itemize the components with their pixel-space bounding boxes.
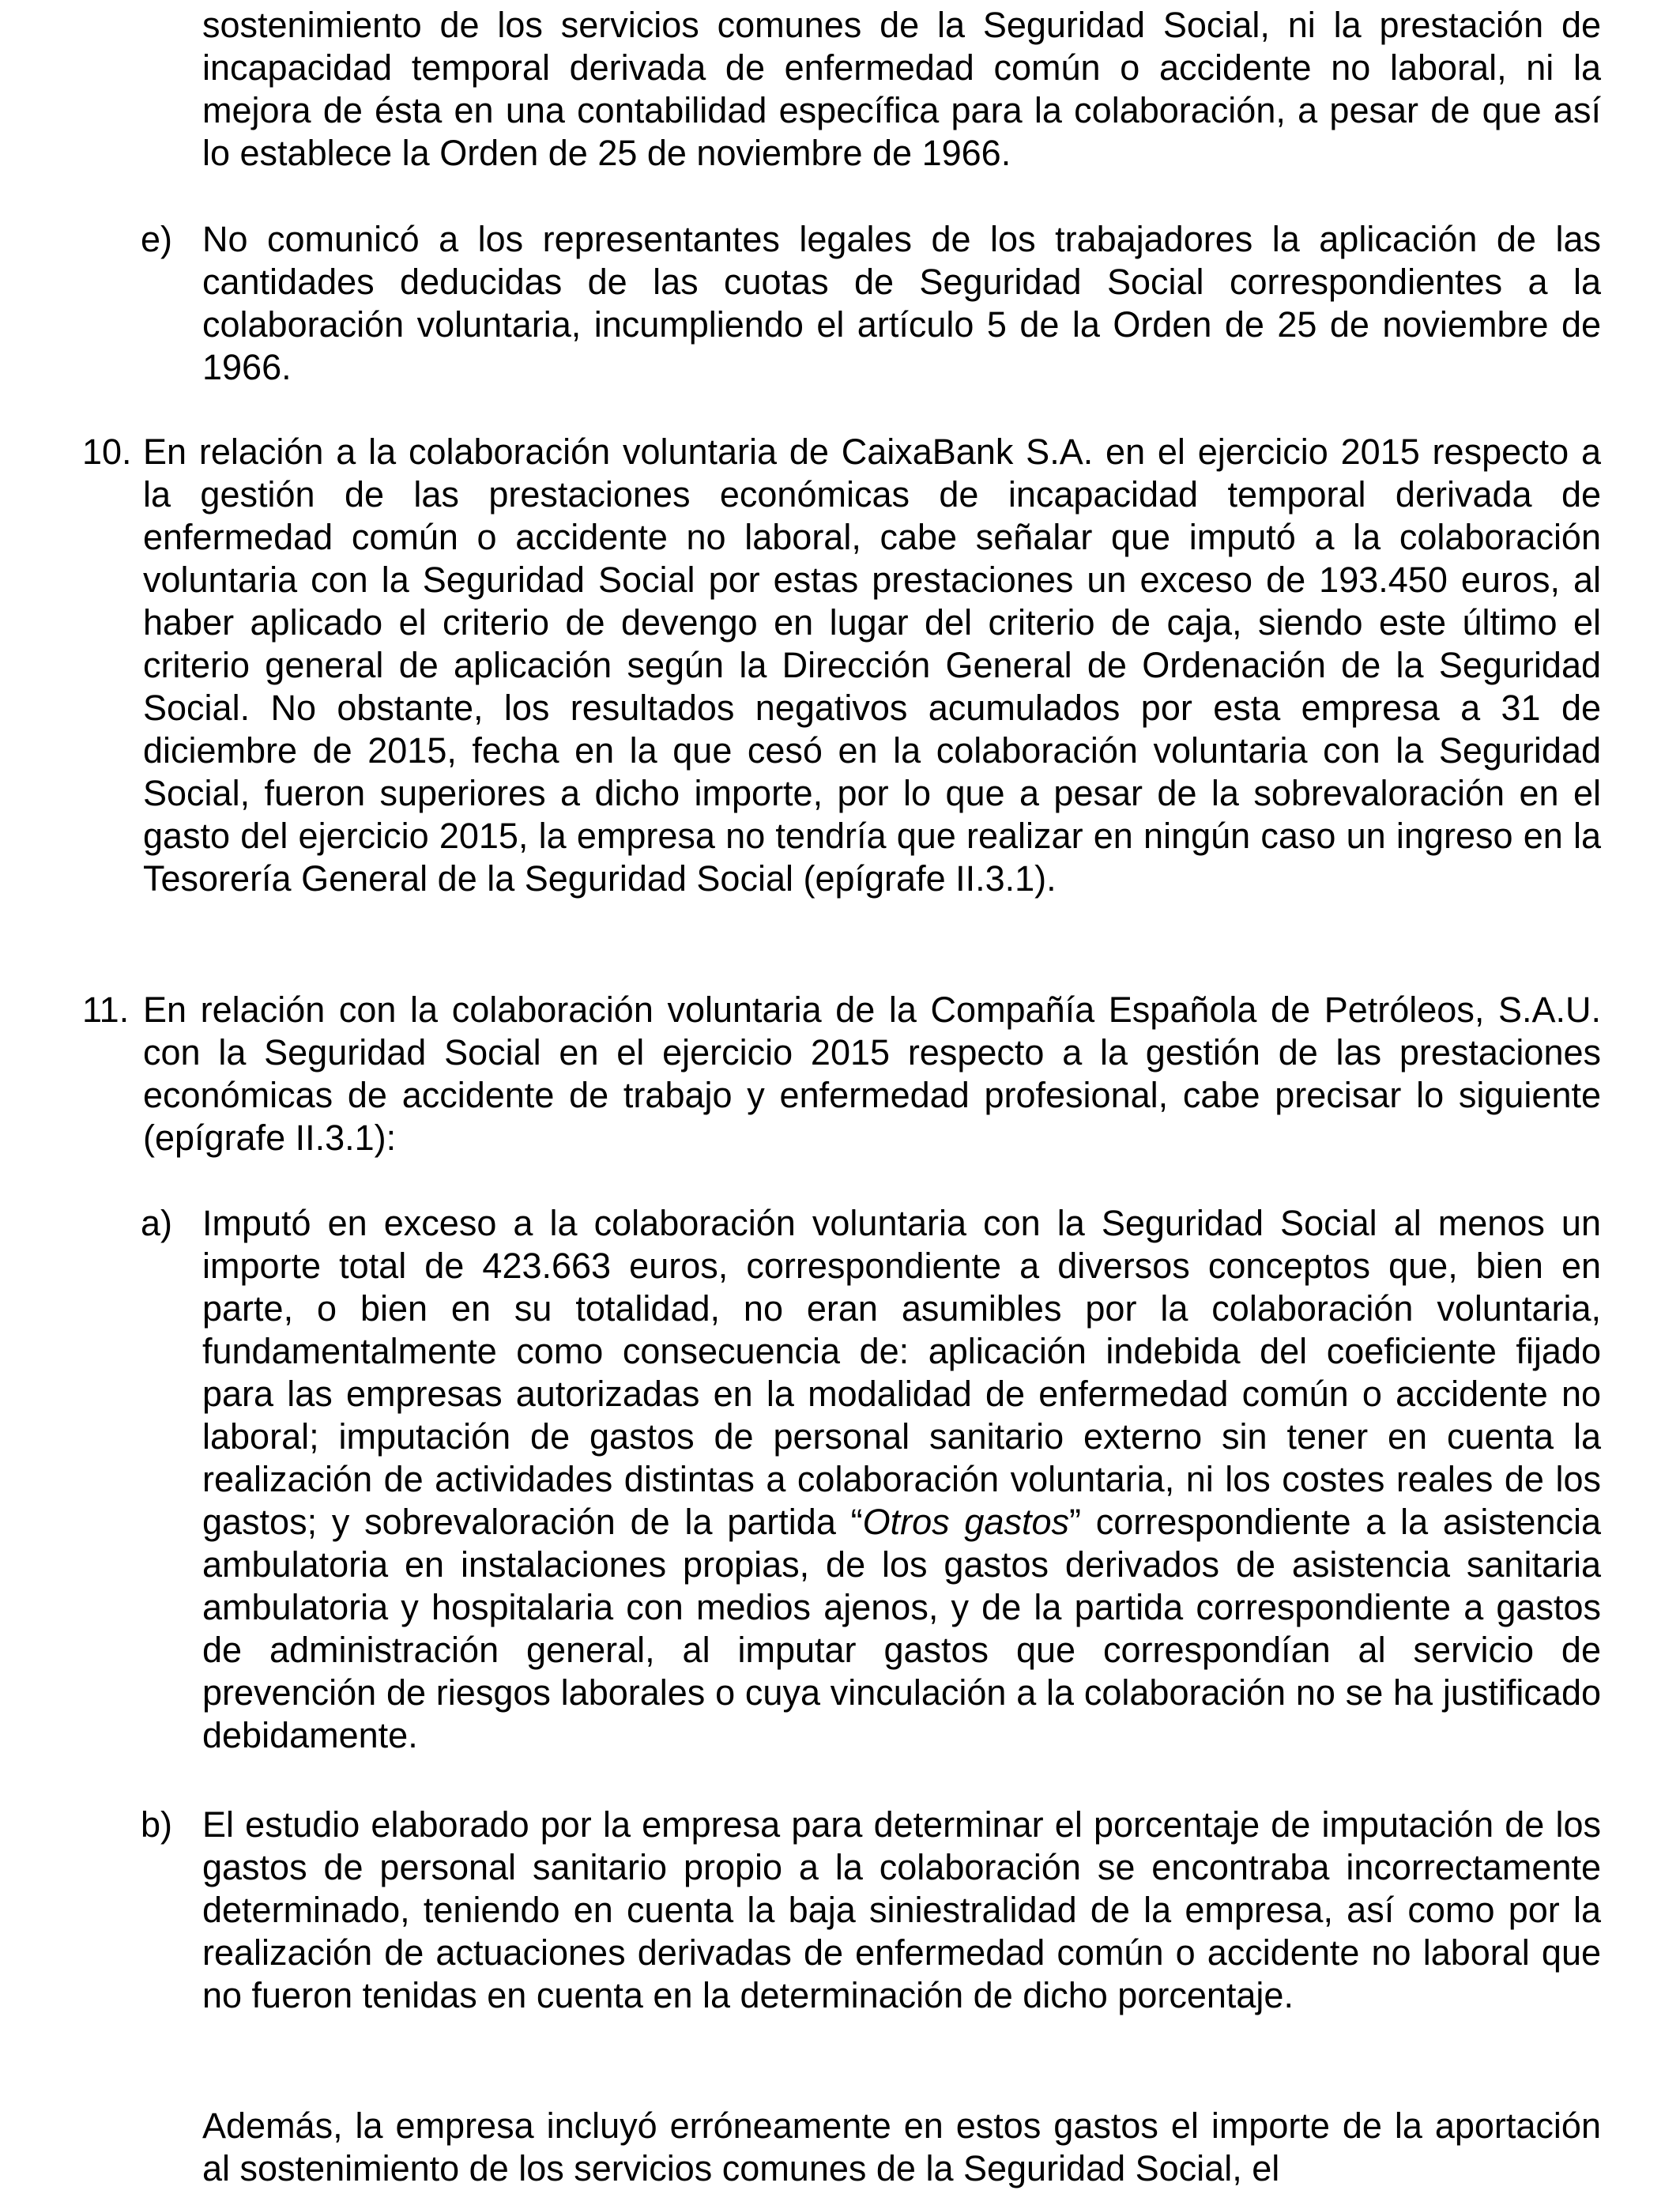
item-11a-text-italic: Otros gastos — [862, 1502, 1070, 1542]
item-11-text: En relación con la colaboración voluntaria de la Compañía Española de Petróleos, S.A.U. con la Seguridad Social en el ejercicio 2015 respecto a la gestión de las prestaciones económicas de accidente de trabajo y enfermedad profesional, cabe precisar lo siguiente (epígrafe II.3.1): — [143, 990, 1601, 1158]
item-11a-text-before: Imputó en exceso a la colaboración voluntaria con la Seguridad Social al menos un importe total de 423.663 euros, correspondiente a diversos conceptos que, bien en parte, o bien en su totalidad, no eran asumibles por la colaboración voluntaria, fundamentalmente como consecuencia de: aplicación indebida del coeficiente fijado para las empresas autorizadas en la modalidad de enfermedad común o accidente no laboral; imputación de gastos de personal sanitario externo sin tener en cuenta la realización de actividades distintas a colaboración voluntaria, ni los costes reales de los gastos; y sobrevaloración de la partida “ — [202, 1203, 1601, 1542]
item-10-text: En relación a la colaboración voluntaria de CaixaBank S.A. en el ejercicio 2015 respecto a la gestión de las prestaciones económicas de incapacidad temporal derivada de enfermedad común o accidente no laboral, cabe señalar que imputó a la colaboración voluntaria con la Seguridad Social por estas prestaciones un exceso de 193.450 euros, al haber aplicado el criterio de devengo en lugar del criterio de caja, siendo este último el criterio general de aplicación según la Dirección General de Ordenación de la Seguridad Social. No obstante, los resultados negativos acumulados por esta empresa a 31 de diciembre de 2015, fecha en la que cesó en la colaboración voluntaria con la Seguridad Social, fueron superiores a dicho importe, por lo que a pesar de la sobrevaloración en el gasto del ejercicio 2015, la empresa no tendría que realizar en ningún caso un ingreso en la Tesorería General de la Seguridad Social (epígrafe II.3.1). — [143, 432, 1601, 899]
item-11-label: 11. — [82, 990, 130, 1030]
item-11a-text — [202, 1202, 1601, 1757]
item-11a-text-after: ” correspondiente a la asistencia ambulatoria en instalaciones propias, de los gastos derivados de asistencia sanitaria ambulatoria y hospitalaria con medios ajenos, y de la partida correspondiente a gastos de administración general, al imputar gastos que correspondían al servicio de prevención de riesgos laborales o cuya vinculación a la colaboración no se ha justificado debidamente. — [202, 1502, 1601, 1755]
item-11b-label: b) — [141, 1804, 173, 1845]
paragraph-continuation-top: sostenimiento de los servicios comunes de la Seguridad Social, ni la prestación de incapacidad temporal derivada de enfermedad común o accidente no laboral, ni la mejora de ésta en una contabilidad específica para la colaboración, a pesar de que así lo establece la Orden de 25 de noviembre de 1966. — [202, 5, 1601, 173]
paragraph-continuation-bottom: Además, la empresa incluyó erróneamente en estos gastos el importe de la aportación al sostenimiento de los servicios comunes de la Seguridad Social, el — [202, 2105, 1601, 2188]
item-11a-label: a) — [141, 1203, 173, 1243]
item-e-label: e) — [141, 219, 173, 259]
item-10-label: 10. — [82, 432, 132, 472]
item-11b-text: El estudio elaborado por la empresa para determinar el porcentaje de imputación de los gastos de personal sanitario propio a la colaboración se encontraba incorrectamente determinado, teniendo en cuenta la baja siniestralidad de la empresa, así como por la realización de actuaciones derivadas de enfermedad común o accidente no laboral que no fueron tenidas en cuenta en la determinación de dicho porcentaje. — [202, 1804, 1601, 2015]
item-e-text: No comunicó a los representantes legales de los trabajadores la aplicación de las cantidades deducidas de las cuotas de Seguridad Social correspondientes a la colaboración voluntaria, incumpliendo el artículo 5 de la Orden de 25 de noviembre de 1966. — [202, 219, 1601, 387]
